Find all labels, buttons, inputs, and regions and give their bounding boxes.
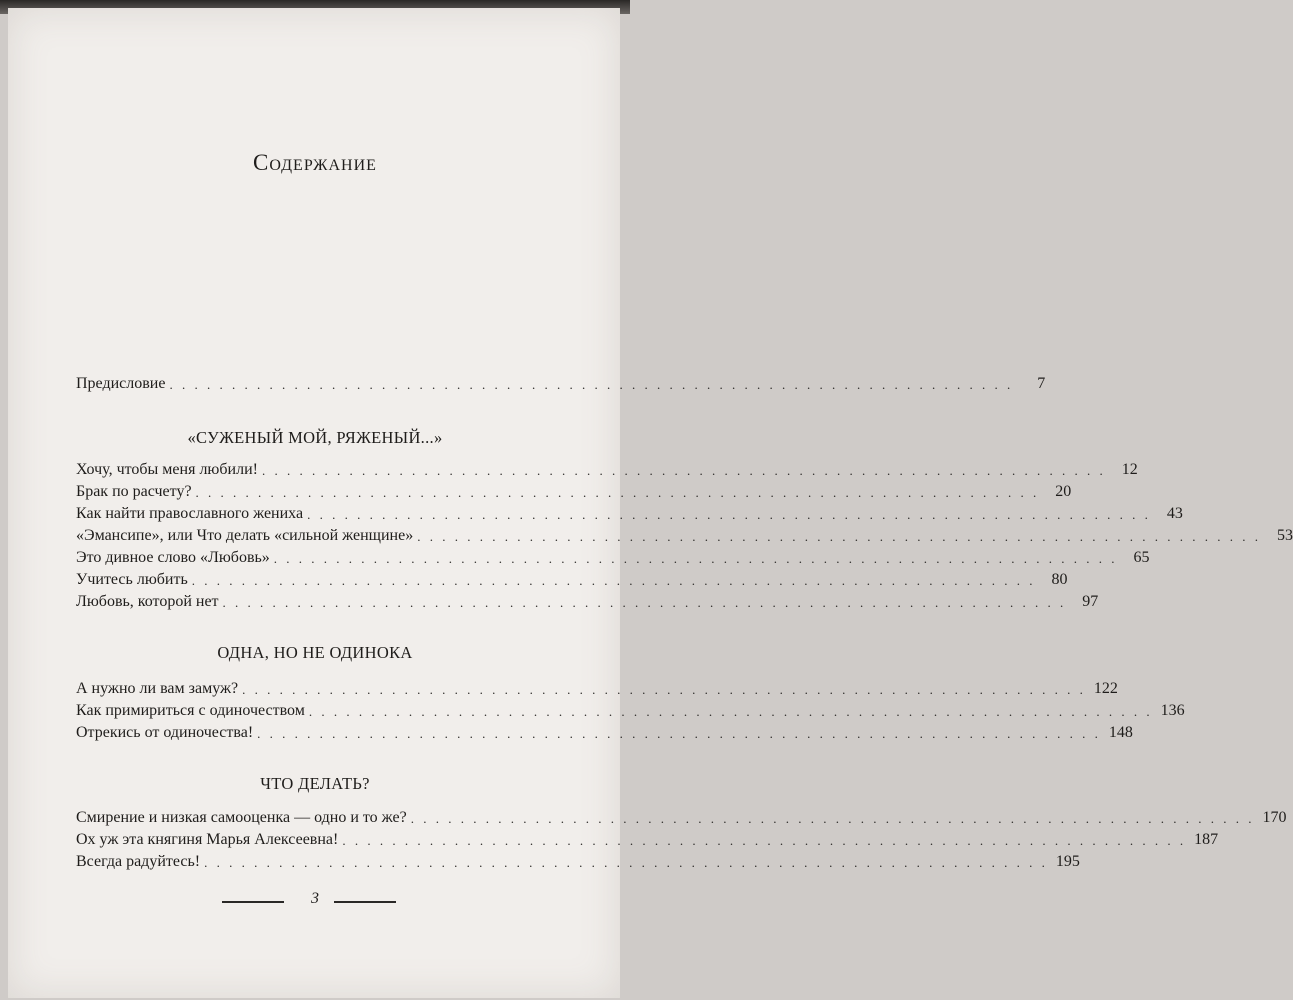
toc-entry <box>76 590 1099 612</box>
toc-leader-dots: . . . . . . . . . . . . . . . . . . . . . . . . . . . . . . . . . . . . . . . . . . . . . . . . . . . . . . . . . . . . . . . . . . . . <box>261 463 1106 478</box>
toc-entry-page: 65 <box>1133 549 1150 566</box>
toc-entry-label: Всегда радуйтесь! <box>76 853 201 870</box>
toc-entry <box>76 480 1072 502</box>
toc-entry <box>76 806 1287 828</box>
toc-leader-dots: . . . . . . . . . . . . . . . . . . . . . . . . . . . . . . . . . . . . . . . . . . . . . . . . . . . . . . . . . . . . . . . . . . . . <box>191 573 1036 588</box>
toc-leader-dots: . . . . . . . . . . . . . . . . . . . . . . . . . . . . . . . . . . . . . . . . . . . . . . . . . . . . . . . . . . . . . . . . . . . . <box>195 485 1040 500</box>
toc-entry-page: 12 <box>1121 461 1138 478</box>
toc-entry-page: 170 <box>1262 809 1287 826</box>
toc-entry-page: 80 <box>1051 571 1068 588</box>
toc-leader-dots: . . . . . . . . . . . . . . . . . . . . . . . . . . . . . . . . . . . . . . . . . . . . . . . . . . . . . . . . . . . . . . . . . . . . <box>204 855 1048 870</box>
toc-leader-dots: . . . . . . . . . . . . . . . . . . . . . . . . . . . . . . . . . . . . . . . . . . . . . . . . . . . . . . . . . . . . . . . . . . . . <box>308 704 1153 719</box>
toc-entry-page: 53 <box>1276 527 1293 544</box>
toc-leader-dots: . . . . . . . . . . . . . . . . . . . . . . . . . . . . . . . . . . . . . . . . . . . . . . . . . . . . . . . . . . . . . . . . . . . . <box>342 833 1187 848</box>
toc-leader-dots: . . . . . . . . . . . . . . . . . . . . . . . . . . . . . . . . . . . . . . . . . . . . . . . . . . . . . . . . . . . . . . . . . . . . <box>169 377 1014 392</box>
toc-entry-label: Ох уж эта княгиня Марья Алексеевна! <box>76 831 339 848</box>
toc-leader-dots: . . . . . . . . . . . . . . . . . . . . . . . . . . . . . . . . . . . . . . . . . . . . . . . . . . . . . . . . . . . . . . . . . . . . <box>410 811 1255 826</box>
toc-entry-label: А нужно ли вам замуж? <box>76 680 239 697</box>
toc-leader-dots: . . . . . . . . . . . . . . . . . . . . . . . . . . . . . . . . . . . . . . . . . . . . . . . . . . . . . . . . . . . . . . . . . . . . <box>307 507 1151 522</box>
toc-entry-page: 187 <box>1194 831 1219 848</box>
footer-rule-right <box>334 901 396 903</box>
toc-entry-page: 20 <box>1055 483 1072 500</box>
section-heading: ОДНА, НО НЕ ОДИНОКА <box>217 643 413 662</box>
toc-entry <box>76 502 1183 524</box>
toc-entry-label: Хочу, чтобы меня любили! <box>76 461 258 478</box>
toc-entry-page: 43 <box>1166 505 1183 522</box>
page-number: 3 <box>311 890 319 907</box>
toc-entry-page: 195 <box>1055 853 1080 870</box>
toc-leader-dots: . . . . . . . . . . . . . . . . . . . . . . . . . . . . . . . . . . . . . . . . . . . . . . . . . . . . . . . . . . . . . . . . . . . . <box>242 682 1086 697</box>
toc-entry-page: 136 <box>1160 702 1185 719</box>
toc-entry-label: Учитесь любить <box>76 571 188 588</box>
toc-entry <box>76 458 1138 480</box>
toc-entry <box>76 524 1293 546</box>
toc-entry-page: 7 <box>1037 375 1046 392</box>
toc-entry <box>76 828 1219 850</box>
toc-entry-label: Как примириться с одиночеством <box>76 702 305 719</box>
toc-entry-label: Брак по расчету? <box>76 483 192 500</box>
toc-entry-label: Любовь, которой нет <box>76 593 219 610</box>
toc-entry-page: 97 <box>1082 593 1099 610</box>
toc-entry-label: «Эмансипе», или Что делать «сильной женщине» <box>76 527 414 544</box>
toc-entry <box>76 568 1068 590</box>
toc-entry <box>76 546 1150 568</box>
toc-leader-dots: . . . . . . . . . . . . . . . . . . . . . . . . . . . . . . . . . . . . . . . . . . . . . . . . . . . . . . . . . . . . . . . . . . . . <box>273 551 1118 566</box>
toc-leader-dots: . . . . . . . . . . . . . . . . . . . . . . . . . . . . . . . . . . . . . . . . . . . . . . . . . . . . . . . . . . . . . . . . . . . . <box>417 529 1261 544</box>
page-title: Содержание <box>253 150 377 175</box>
toc-entry <box>76 699 1185 721</box>
toc-entry-label: Как найти православного жениха <box>76 505 304 522</box>
toc-leader-dots: . . . . . . . . . . . . . . . . . . . . . . . . . . . . . . . . . . . . . . . . . . . . . . . . . . . . . . . . . . . . . . . . . . . . <box>222 595 1067 610</box>
toc-entry <box>76 677 1118 699</box>
section-heading: ЧТО ДЕЛАТЬ? <box>260 774 370 793</box>
toc-entry-label: Отрекись от одиночества! <box>76 724 254 741</box>
toc-leader-dots: . . . . . . . . . . . . . . . . . . . . . . . . . . . . . . . . . . . . . . . . . . . . . . . . . . . . . . . . . . . . . . . . . . . . <box>257 726 1101 741</box>
toc-entry-label: Предисловие <box>76 375 166 392</box>
toc-entry-label: Смирение и низкая самооценка — одно и то же? <box>76 809 407 826</box>
toc-entry <box>76 850 1080 872</box>
toc-entry-label: Это дивное слово «Любовь» <box>76 549 270 566</box>
section-heading: «СУЖЕНЫЙ МОЙ, РЯЖЕНЫЙ...» <box>187 428 443 447</box>
toc-entry-preface <box>76 372 1046 394</box>
toc-entry-page: 122 <box>1093 680 1118 697</box>
toc-entry <box>76 721 1133 743</box>
toc-entry-page: 148 <box>1108 724 1133 741</box>
